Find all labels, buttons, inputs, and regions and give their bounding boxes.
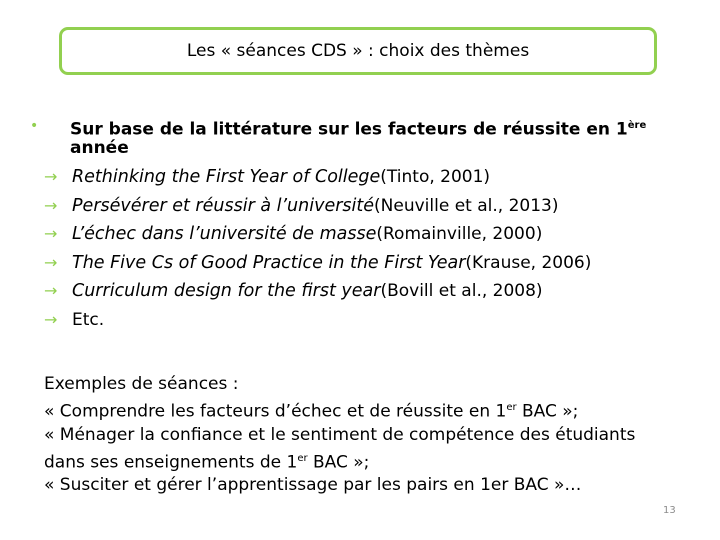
reference-citation: Etc. [72, 309, 105, 330]
reference-item [44, 224, 591, 253]
title-box [59, 27, 657, 75]
bullet-superscript: ère [627, 120, 647, 131]
main-bullet [30, 117, 700, 157]
bullet-text [70, 117, 646, 157]
reference-item [44, 196, 591, 225]
arrow-right-icon: → [44, 252, 58, 272]
example-text: « Comprendre les facteurs d’échec et de réussite en 1 [44, 401, 507, 422]
reference-title: L’échec dans l’université de masse [72, 224, 377, 244]
bullet-marker: • [30, 118, 39, 134]
reference-citation: (Tinto, 2001) [380, 167, 491, 187]
example-line [44, 447, 635, 475]
example-line: « Ménager la confiance et le sentiment de compétence des étudiants [44, 424, 636, 445]
reference-title: Rethinking the First Year of College [72, 167, 381, 187]
slide-title: Les « séances CDS » : choix des thèmes [186, 41, 530, 61]
arrow-right-icon: → [44, 224, 58, 243]
example-superscript: er [506, 402, 517, 413]
reference-title: The Five Cs of Good Practice in the First Year [72, 252, 466, 273]
reference-citation: (Neuville et al., 2013) [374, 195, 559, 216]
reference-title: Curriculum design for the first year [72, 281, 381, 301]
reference-item [44, 310, 591, 339]
example-text: BAC »; [516, 401, 579, 422]
reference-citation: (Romainville, 2000) [376, 224, 543, 244]
reference-item [44, 167, 591, 196]
bullet-text-start: Sur base de la littérature sur les facteurs de réussite en 1 [70, 119, 628, 140]
example-line: « Susciter et gérer l’apprentissage par les pairs en 1er BAC »… [44, 475, 582, 496]
reference-citation: (Krause, 2006) [465, 252, 592, 273]
example-text: BAC »; [307, 452, 370, 473]
reference-citation: (Bovill et al., 2008) [380, 281, 543, 301]
arrow-right-icon: → [44, 309, 58, 329]
arrow-right-icon: → [44, 167, 58, 186]
reference-list [44, 167, 591, 338]
example-superscript: er [297, 452, 308, 464]
reference-item [44, 281, 591, 310]
arrow-right-icon: → [44, 281, 58, 300]
arrow-right-icon: → [44, 195, 58, 215]
example-text: dans ses enseignements de 1 [44, 452, 298, 473]
bullet-text-end: année [70, 137, 129, 158]
examples-heading: Exemples de séances : [44, 374, 239, 394]
reference-item [44, 253, 591, 282]
examples-block [44, 373, 635, 497]
reference-title: Persévérer et réussir à l’université [72, 195, 375, 216]
example-line [44, 396, 635, 424]
page-number: 13 [663, 505, 676, 516]
